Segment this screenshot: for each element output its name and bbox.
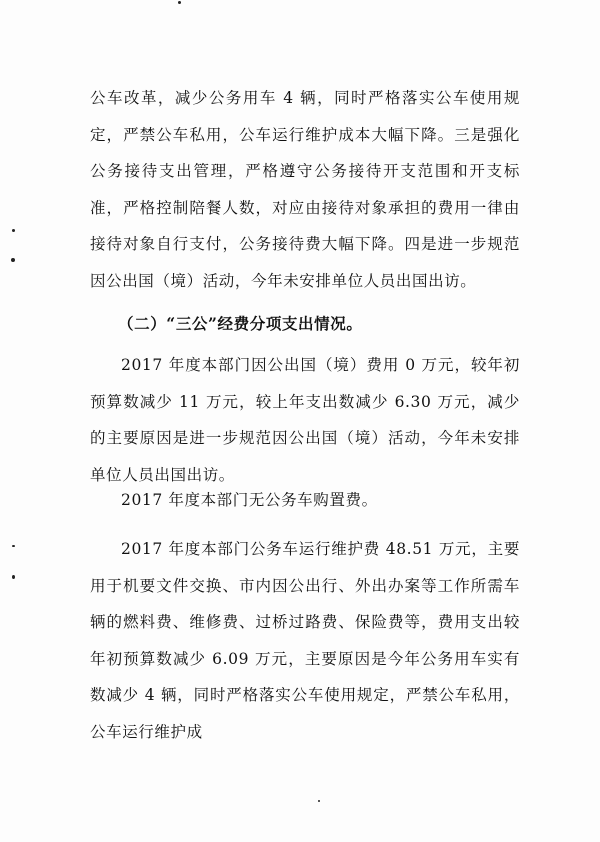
paragraph-vehicle-purchase: 2017 年度本部门无公务车购置费。 <box>121 491 378 509</box>
scan-speck <box>12 575 15 579</box>
section-heading-three-public-expenses: （二）“三公”经费分项支出情况。 <box>118 314 363 333</box>
paragraph-overseas-travel-expense: 2017 年度本部门因公出国（境）费用 0 万元，较年初预算数减少 11 万元，较上年支出数减少 6.30 万元，减少的主要原因是进一步规范因公出国（境）活动，今年未安排单位人员出国出访。 <box>90 356 520 484</box>
scan-speck <box>12 229 15 232</box>
scan-speck <box>318 800 320 802</box>
scan-speck <box>11 258 15 262</box>
scan-speck <box>12 545 15 547</box>
scan-speck <box>178 1 181 4</box>
paragraph-public-vehicle-reform: 公车改革，减少公务用车 4 辆，同时严格落实公车使用规定，严禁公车私用，公车运行维护成本大幅下降。三是强化公务接待支出管理，严格遵守公务接待开支范围和开支标准，严格控制陪餐人数，对应由接待对象承担的费用一律由接待对象自行支付，公务接待费大幅下降。四是进一步规范因公出国（境）活动，今年未安排单位人员出国出访。 <box>90 89 520 290</box>
paragraph-vehicle-maintenance: 2017 年度本部门公务车运行维护费 48.51 万元，主要用于机要文件交换、市内因公出行、外出办案等工作所需车辆的燃料费、维修费、过桥过路费、保险费等，费用支出较年初预算数减少 6.09 万元，主要原因是今年公务用车实有数减少 4 辆，同时严格落实公车使用规定，严禁公车私用，公车运行维护成 <box>90 540 520 741</box>
